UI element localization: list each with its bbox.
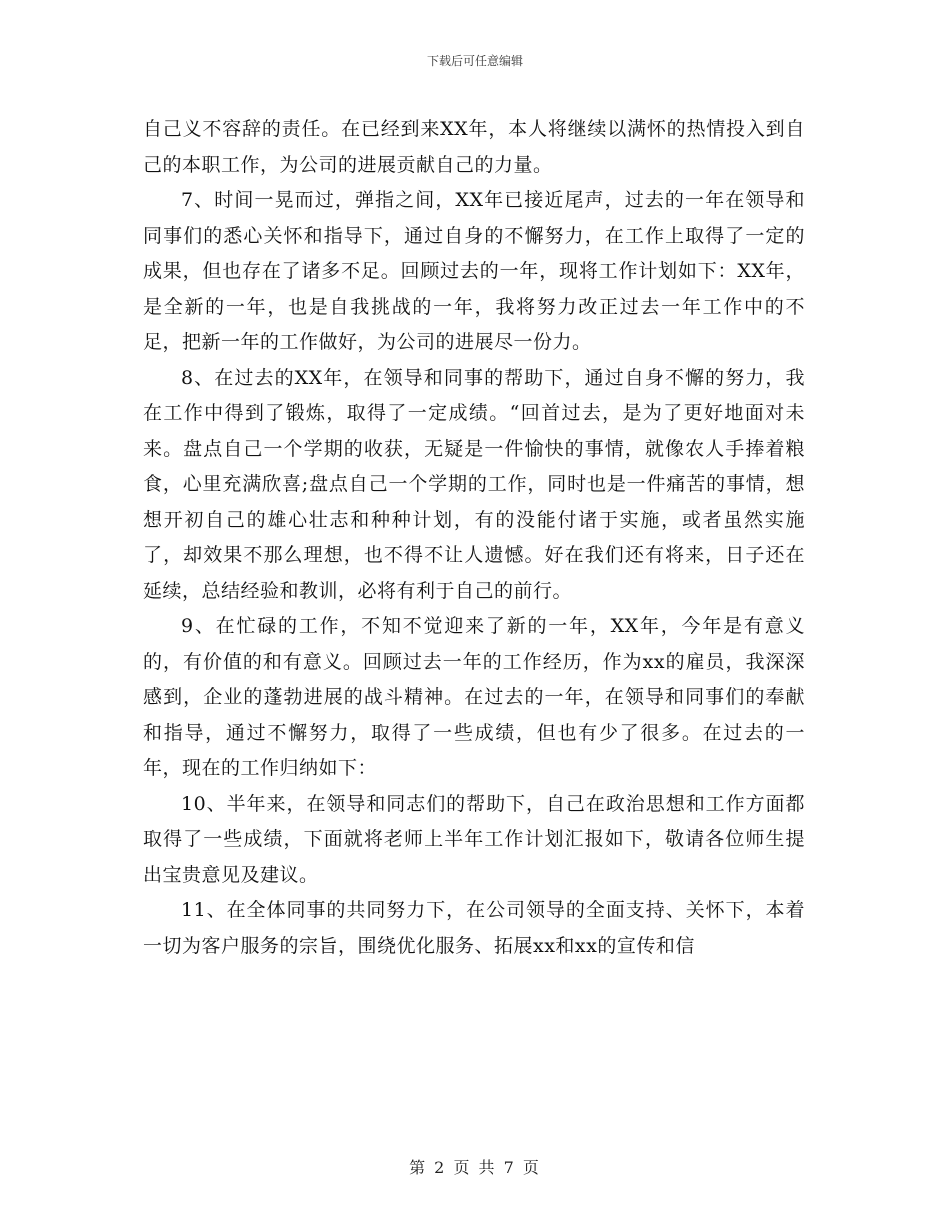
page-header: 下载后可任意编辑 bbox=[426, 54, 523, 68]
paragraph-item-7: 7、时间一晃而过，弹指之间，XX年已接近尾声，过去的一年在领导和同事们的悉心关怀和指导下，通过自身的不懈努力，在工作上取得了一定的成果，但也存在了诸多不足。回顾过去的一年，现将工作计划如下：XX年，是全新的一年，也是自我挑战的一年，我将努力改正过去一年工作中的不足，把新一年的工作做好，为公司的进展尽一份力。 bbox=[143, 189, 805, 353]
paragraph-item-9: 9、在忙碌的工作，不知不觉迎来了新的一年，XX年，今年是有意义的，有价值的和有意义。回顾过去一年的工作经历，作为xx的雇员，我深深感到，企业的蓬勃进展的战斗精神。在过去的一年，在领导和同事们的奉献和指导，通过不懈努力，取得了一些成绩，但也有少了很多。在过去的一年，现在的工作归纳如下： bbox=[143, 615, 805, 779]
paragraph-item-10: 10、半年来，在领导和同志们的帮助下，自己在政治思想和工作方面都取得了一些成绩，下面就将老师上半年工作计划汇报如下，敬请各位师生提出宝贵意见及建议。 bbox=[143, 792, 805, 886]
page-number-footer: 第 2 页 共 7 页 bbox=[409, 1158, 541, 1177]
paragraph-continuation: 自己义不容辞的责任。在已经到来XX年，本人将继续以满怀的热情投入到自己的本职工作，为公司的进展贡献自己的力量。 bbox=[143, 118, 805, 176]
paragraph-item-8: 8、在过去的XX年，在领导和同事的帮助下，通过自身不懈的努力，我在工作中得到了锻炼，取得了一定成绩。“回首过去，是为了更好地面对未来。盘点自己一个学期的收获，无疑是一件愉快的事情，就像农人手捧着粮食，心里充满欣喜;盘点自己一个学期的工作，同时也是一件痛苦的事情，想想开初自己的雄心壮志和种种计划，有的没能付诸于实施，或者虽然实施了，却效果不那么理想，也不得不让人遗憾。好在我们还有将来，日子还在延续，总结经验和教训，必将有利于自己的前行。 bbox=[143, 366, 805, 602]
paragraph-item-11: 11、在全体同事的共同努力下，在公司领导的全面支持、关怀下，本着一切为客户服务的宗旨，围绕优化服务、拓展xx和xx的宣传和信 bbox=[143, 899, 805, 957]
document-body bbox=[143, 112, 805, 964]
